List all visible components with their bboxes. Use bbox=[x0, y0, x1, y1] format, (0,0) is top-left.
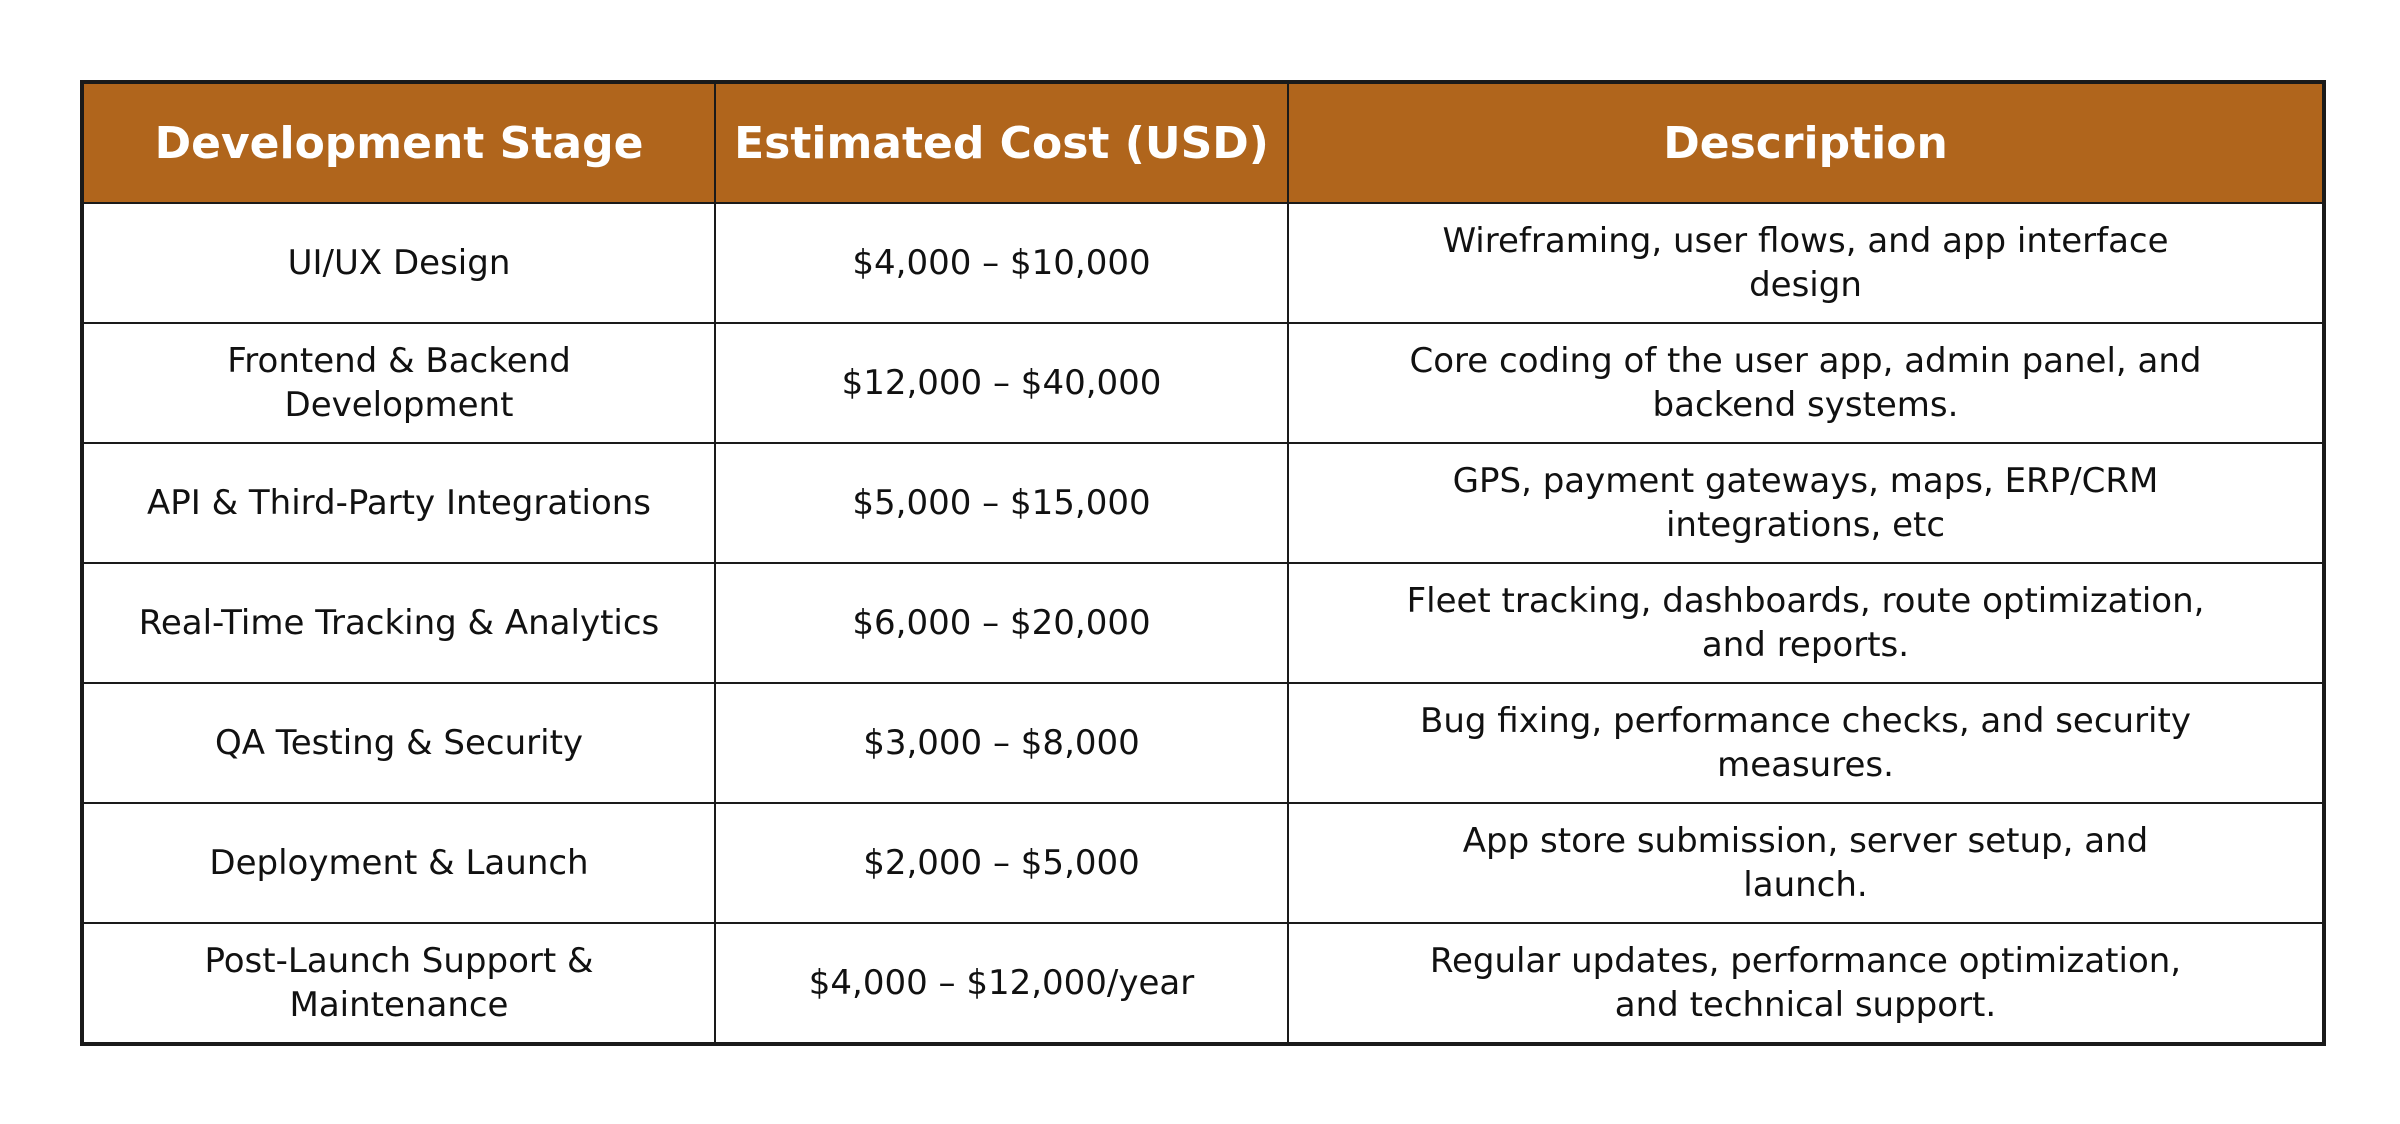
stage-text: Real-Time Tracking & Analytics bbox=[138, 603, 660, 643]
cost-cell: $5,000 – $15,000 bbox=[715, 443, 1288, 563]
header-development-stage: Development Stage bbox=[84, 84, 715, 203]
header-description: Description bbox=[1288, 84, 2322, 203]
description-text: Core coding of the user app, admin panel, and backend systems. bbox=[1409, 341, 2202, 425]
stage-cell bbox=[84, 803, 715, 923]
description-cell bbox=[1288, 683, 2322, 803]
table-row bbox=[84, 563, 2322, 683]
stage-text: Post-Launch Support & Maintenance bbox=[204, 941, 594, 1025]
stage-cell bbox=[84, 923, 715, 1042]
cost-cell: $12,000 – $40,000 bbox=[715, 323, 1288, 443]
table-row bbox=[84, 203, 2322, 323]
description-cell bbox=[1288, 203, 2322, 323]
description-text: Fleet tracking, dashboards, route optimization, and reports. bbox=[1406, 581, 2205, 665]
cost-table-container bbox=[80, 80, 2326, 1046]
description-cell bbox=[1288, 563, 2322, 683]
table-row bbox=[84, 803, 2322, 923]
cost-cell: $3,000 – $8,000 bbox=[715, 683, 1288, 803]
stage-text: QA Testing & Security bbox=[214, 723, 584, 763]
description-cell bbox=[1288, 323, 2322, 443]
description-text: App store submission, server setup, and launch. bbox=[1462, 821, 2149, 905]
description-cell bbox=[1288, 803, 2322, 923]
description-text: Regular updates, performance optimization, and technical support. bbox=[1429, 941, 2182, 1025]
table-row bbox=[84, 323, 2322, 443]
stage-cell bbox=[84, 203, 715, 323]
stage-cell bbox=[84, 443, 715, 563]
description-cell bbox=[1288, 923, 2322, 1042]
stage-text: API & Third-Party Integrations bbox=[146, 483, 652, 523]
header-row bbox=[84, 84, 2322, 203]
stage-text: UI/UX Design bbox=[287, 243, 511, 283]
table-header bbox=[84, 84, 2322, 203]
stage-cell bbox=[84, 683, 715, 803]
description-cell bbox=[1288, 443, 2322, 563]
stage-cell bbox=[84, 563, 715, 683]
stage-text: Frontend & Backend Development bbox=[227, 341, 571, 425]
header-estimated-cost: Estimated Cost (USD) bbox=[715, 84, 1288, 203]
stage-text: Deployment & Launch bbox=[209, 843, 589, 883]
table-body bbox=[84, 203, 2322, 1042]
description-text: Wireframing, user flows, and app interface design bbox=[1442, 221, 2169, 305]
table-row bbox=[84, 923, 2322, 1042]
cost-cell: $4,000 – $12,000/year bbox=[715, 923, 1288, 1042]
table-row bbox=[84, 683, 2322, 803]
cost-cell: $4,000 – $10,000 bbox=[715, 203, 1288, 323]
stage-cell bbox=[84, 323, 715, 443]
cost-cell: $6,000 – $20,000 bbox=[715, 563, 1288, 683]
description-text: GPS, payment gateways, maps, ERP/CRM integrations, etc bbox=[1452, 461, 2159, 545]
table-row bbox=[84, 443, 2322, 563]
description-text: Bug fixing, performance checks, and security measures. bbox=[1420, 701, 2191, 785]
cost-table bbox=[84, 84, 2322, 1042]
cost-cell: $2,000 – $5,000 bbox=[715, 803, 1288, 923]
